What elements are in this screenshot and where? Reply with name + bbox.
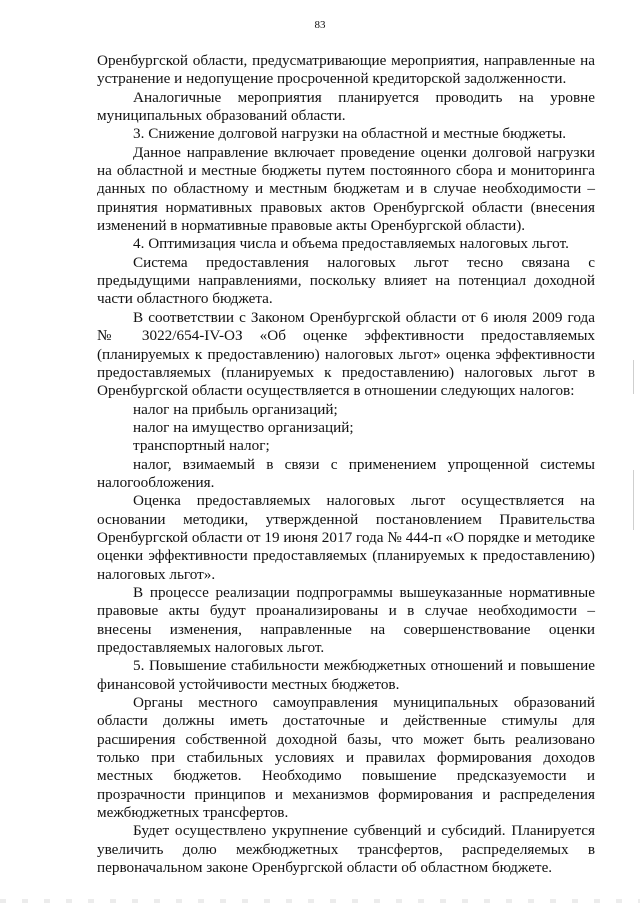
paragraph-continuation: Оренбургской области, предусматривающие мероприятия, направленные на устранение и недопущение просроченной кредиторской задолженности. bbox=[97, 52, 595, 88]
paragraph-tax-benefit-system: Система предоставления налоговых льгот тесно связана с предыдущими направлениями, поскольку влияет на потенциал доходной части областного бюджета. bbox=[97, 253, 595, 308]
list-item-transport-tax: транспортный налог; bbox=[133, 437, 270, 455]
paragraph-law-reference: В соответствии с Законом Оренбургской области от 6 июля 2009 года № 3022/654-IV-ОЗ «Об оценке эффективности предоставляемых (планируемых к предоставлению) налоговых льгот» оценка эффективности предоставляемых (планируемых к предоставлению) налоговых льгот в Оренбургской области осуществляется в отношении следующих налогов: bbox=[97, 308, 595, 400]
scan-artifact bbox=[633, 470, 634, 530]
list-item-property-tax: налог на имущество организаций; bbox=[133, 418, 354, 436]
section-heading-tax-benefits: 4. Оптимизация числа и объема предоставляемых налоговых льгот. bbox=[133, 235, 569, 253]
section-heading-interbudget: 5. Повышение стабильности межбюджетных отношений и повышение финансовой устойчивости местных бюджетов. bbox=[97, 657, 595, 693]
page-number: 83 bbox=[314, 19, 326, 31]
list-item-simplified-tax: налог, взимаемый в связи с применением упрощенной системы налогообложения. bbox=[97, 455, 595, 491]
paragraph-assessment-method: Оценка предоставляемых налоговых льгот осуществляется на основании методики, утвержденной постановлением Правительства Оренбургской области от 19 июня 2017 года № 444-п «О порядке и методике оценки эффективности предоставляемых (планируемых к предоставлению) налоговых льгот». bbox=[97, 492, 595, 583]
section-heading-debt-load: 3. Снижение долговой нагрузки на областной и местные бюджеты. bbox=[133, 125, 567, 143]
list-item-profit-tax: налог на прибыль организаций; bbox=[133, 400, 338, 418]
paragraph-local-government: Органы местного самоуправления муниципальных образований области должны иметь достаточные и действенные стимулы для расширения собственной доходной базы, что может быть реализовано только при стабильных условиях и правилах формирования доходов местных бюджетов. Необходимо повышение предсказуемости и прозрачности принципов и механизмов формирования и распределения межбюджетных трансфертов. bbox=[97, 694, 595, 822]
paragraph-subsidies: Будет осуществлено укрупнение субвенций и субсидий. Планируется увеличить долю межбюджетных трансфертов, распределяемых в первоначальном законе Оренбургской области об областном бюджете. bbox=[97, 822, 595, 877]
paragraph-acts-analysis: В процессе реализации подпрограммы вышеуказанные нормативные правовые акты будут проанализированы и в случае необходимости – внесены изменения, направленные на совершенствование оценки предоставляемых налоговых льгот. bbox=[97, 583, 595, 656]
document-body bbox=[97, 52, 595, 877]
scan-artifact-bottom bbox=[0, 899, 640, 903]
paragraph-debt-assessment: Данное направление включает проведение оценки долговой нагрузки на областной и местные бюджеты путем постоянного сбора и мониторинга данных по областному и местным бюджетам и в случае необходимости – принятия нормативных правовых актов Оренбургской области (внесения изменений в нормативные правовые акты Оренбургской области). bbox=[97, 143, 595, 235]
scan-artifact bbox=[633, 360, 634, 394]
paragraph-municipal-measures: Аналогичные мероприятия планируется проводить на уровне муниципальных образований области. bbox=[97, 88, 595, 125]
